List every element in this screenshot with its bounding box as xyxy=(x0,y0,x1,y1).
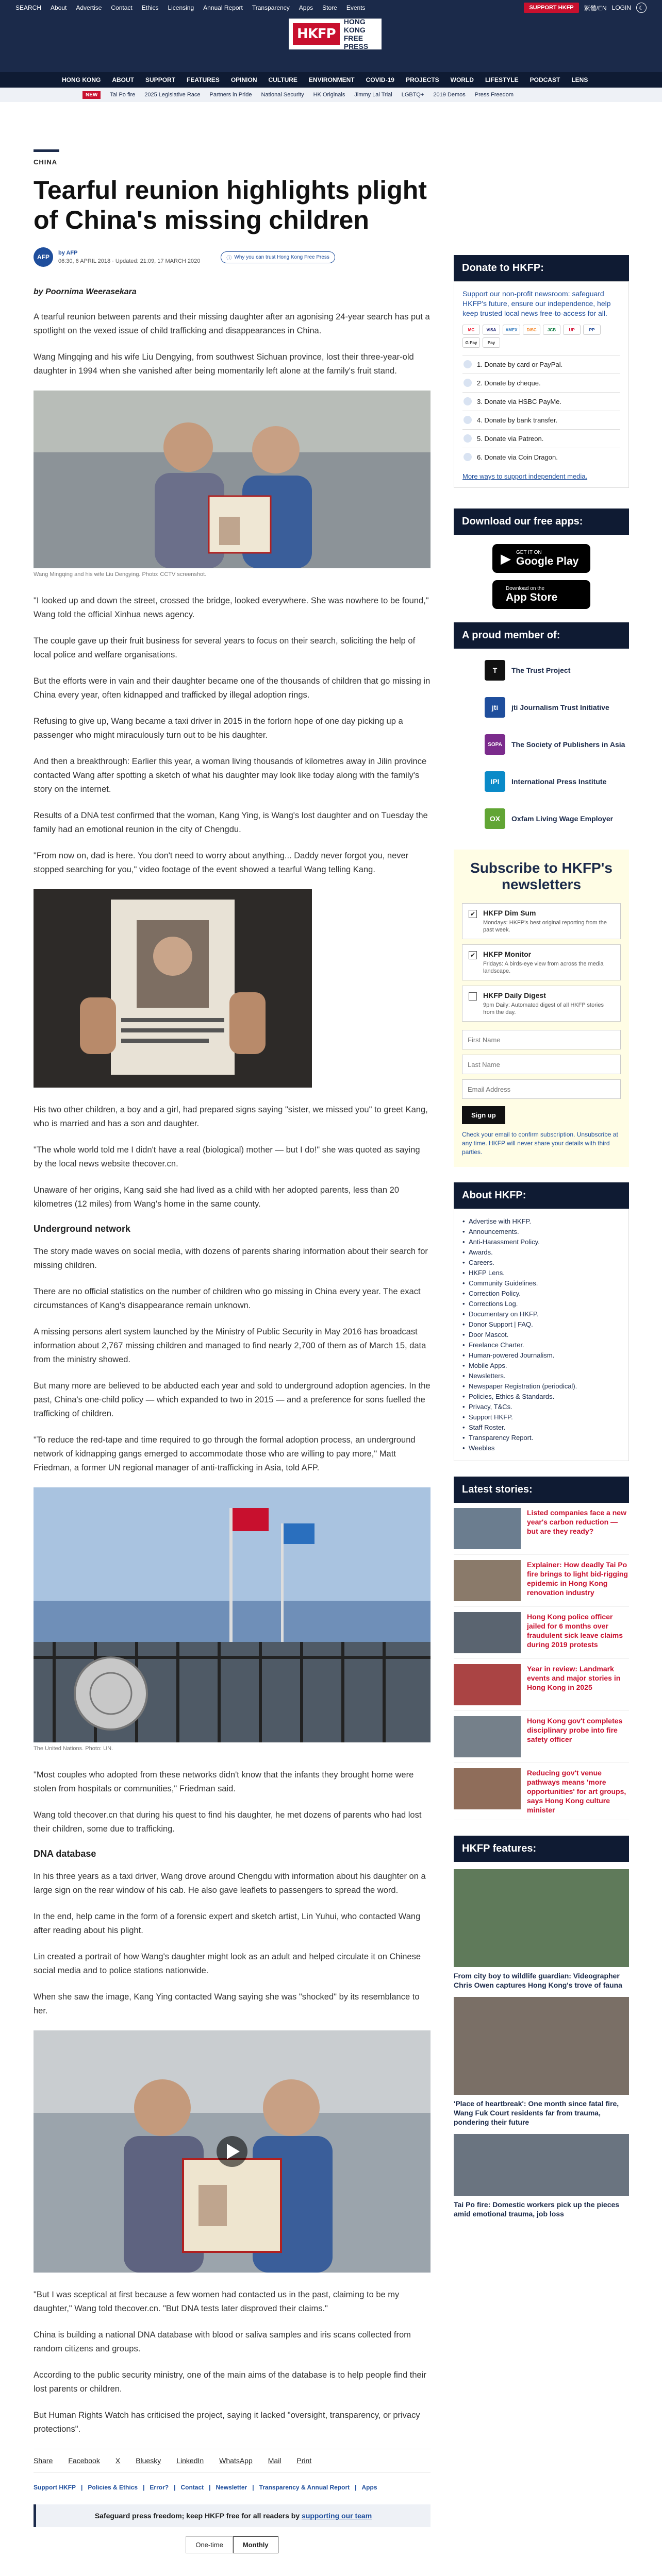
trust-project-icon: T xyxy=(485,660,505,681)
about-item[interactable]: • Correction Policy. xyxy=(462,1289,620,1299)
support-hkfp-button[interactable]: SUPPORT HKFP xyxy=(524,3,578,13)
app-store-button[interactable] xyxy=(492,580,590,609)
article-paragraph: Wang told thecover.cn that during his quest to find his daughter, he met dozens of parents who had lost their children, some due to trafficking. xyxy=(34,1810,422,1834)
new-badge: NEW xyxy=(82,91,101,99)
donate-lead[interactable]: Support our non-profit newsroom: safeguard HKFP's future, ensure our independence, help keep trusted local news free-to-access for all. xyxy=(462,290,611,317)
login-link[interactable]: LOGIN xyxy=(611,4,631,11)
donate-heading: Donate to HKFP: xyxy=(454,255,629,281)
checkbox-icon[interactable]: ✔ xyxy=(469,910,477,918)
article-paragraph: In his three years as a taxi driver, Wang drove around Chengdu with information about his daughter on a large sign on the rear window of his cab. He also gave leaflets to passengers to spread the word. xyxy=(34,1872,426,1895)
sopa-icon: SOPA xyxy=(485,734,505,755)
about-item[interactable]: • Freelance Charter. xyxy=(462,1340,620,1350)
about-item[interactable]: • HKFP Lens. xyxy=(462,1268,620,1278)
section-heading: Underground network xyxy=(34,1224,130,1234)
article-category[interactable]: CHINA xyxy=(34,158,58,166)
utility-links xyxy=(15,4,366,11)
last-name-input[interactable] xyxy=(462,1055,621,1074)
nav-item-podcast[interactable]: PODCAST xyxy=(529,76,560,83)
nav-item-features[interactable]: FEATURES xyxy=(187,76,220,83)
footer-link-error[interactable]: Error? xyxy=(150,2484,169,2491)
about-item[interactable]: • Weebles xyxy=(462,1443,620,1453)
utility-link-contact[interactable]: Contact xyxy=(111,4,133,11)
article-paragraph: "To reduce the red-tape and time required to go through the formal adoption process, an underground network of kidnapping gangs emerged to accommodate those who are willing to pay more," Matt Friedman, a former UN regional manager of anti-trafficking in Asia, told AFP. xyxy=(34,1435,416,1472)
trust-pill[interactable] xyxy=(221,251,335,263)
member-jti[interactable]: jti jti Journalism Trust Initiative xyxy=(454,689,629,726)
share-bluesky[interactable]: Bluesky xyxy=(136,2456,161,2465)
donate-option-bank[interactable]: 4. Donate by bank transfer. xyxy=(462,411,620,429)
info-icon: ⓘ xyxy=(226,255,232,261)
latest-story[interactable]: Hong Kong police officer jailed for 6 months over fraudulent sick leave claims during 2019 protests xyxy=(454,1607,629,1659)
frequency-one-time[interactable]: One-time xyxy=(186,2536,233,2553)
card-mastercard-icon: MC xyxy=(462,325,480,335)
trending-subnav xyxy=(0,88,662,102)
photo-parents-illustration xyxy=(34,391,431,568)
apps-heading: Download our free apps: xyxy=(454,509,629,535)
article-paragraph: A tearful reunion between parents and their missing daughter after an agonising 24-year search has put a spotlight on the vexed issue of child trafficking and disappearances in China. xyxy=(34,312,430,335)
about-item[interactable]: • Human-powered Journalism. xyxy=(462,1350,620,1361)
nav-item-culture[interactable]: CULTURE xyxy=(268,76,297,83)
article-video-reunion[interactable] xyxy=(34,2030,431,2273)
hkfp-logo-mark: HKFP xyxy=(293,23,340,45)
byline-source[interactable]: by AFP xyxy=(58,250,78,256)
utility-link-transparency[interactable]: Transparency xyxy=(252,4,290,11)
utility-link-store[interactable]: Store xyxy=(322,4,337,11)
newsletter-box xyxy=(454,850,629,1167)
latest-story[interactable]: Listed companies face a new year's carbon reduction — but are they ready? xyxy=(454,1503,629,1555)
share-print[interactable]: Print xyxy=(296,2456,312,2465)
article-footer-links xyxy=(34,2484,431,2491)
search-link[interactable]: SEARCH xyxy=(15,4,42,11)
subnav-item-tai-po-fire[interactable]: Tai Po fire xyxy=(110,92,136,98)
newsletter-option-daily-digest[interactable]: HKFP Daily Digest 9pm Daily: Automated digest of all HKFP stories from the day. xyxy=(462,986,621,1022)
nav-item-covid[interactable]: COVID-19 xyxy=(366,76,394,83)
card-googlepay-icon: G Pay xyxy=(462,337,480,348)
article-paragraph: But the efforts were in vain and their daughter became one of the thousands of children that go missing in China every year, often kidnapped and trafficked by illegal adoption rings. xyxy=(34,676,431,700)
utility-link-annual-report[interactable]: Annual Report xyxy=(203,4,243,11)
subnav-item-press-freedom[interactable]: Press Freedom xyxy=(474,92,514,98)
nav-item-lens[interactable]: LENS xyxy=(571,76,588,83)
donate-option-coin-dragon[interactable]: 6. Donate via Coin Dragon. xyxy=(462,448,620,466)
article-paragraph: According to the public security ministry, one of the main aims of the database is to help people find their lost parents or children. xyxy=(34,2370,426,2394)
about-item[interactable]: • Staff Roster. xyxy=(462,1422,620,1433)
footer-link-policies[interactable]: Policies & Ethics xyxy=(88,2484,138,2491)
share-linkedin[interactable]: LinkedIn xyxy=(176,2456,204,2465)
article-photo-parents xyxy=(34,391,431,568)
subnav-item-legco-race[interactable]: 2025 Legislative Race xyxy=(144,92,201,98)
about-item[interactable]: • Transparency Report. xyxy=(462,1433,620,1443)
about-item[interactable]: • Support HKFP. xyxy=(462,1412,620,1422)
article-paragraph: A missing persons alert system launched by the Ministry of Public Security in May 2016 has broadcast information about 2,767 missing children and managed to find nearly 2,700 of them as of March 15, data from the ministry showed. xyxy=(34,1327,426,1364)
feature-story[interactable]: From city boy to wildlife guardian: Videographer Chris Owen captures Hong Kong's trove of fauna xyxy=(454,1869,629,1990)
member-heading: A proud member of: xyxy=(454,622,629,649)
donation-frequency-toggle xyxy=(34,2536,431,2553)
nav-item-hong-kong[interactable]: HONG KONG xyxy=(62,76,101,83)
about-item[interactable]: • Corrections Log. xyxy=(462,1299,620,1309)
footer-link-contact[interactable]: Contact xyxy=(180,2484,204,2491)
checkbox-icon[interactable]: ✔ xyxy=(469,951,477,959)
subnav-item-jimmy-lai-trial[interactable]: Jimmy Lai Trial xyxy=(354,92,392,98)
article-paragraph: But many more are believed to be abducted each year and sold to underground adoption agencies. In the past, China's one-child policy — which expanded to two in 2015 — and a preference for sons fuelled the trafficking of children. xyxy=(34,1381,431,1418)
footer-separator: | xyxy=(143,2484,145,2491)
card-visa-icon: VISA xyxy=(483,325,500,335)
nav-item-environment[interactable]: ENVIRONMENT xyxy=(308,76,355,83)
email-input[interactable] xyxy=(462,1079,621,1099)
newsletter-option-dim-sum[interactable]: ✔ HKFP Dim Sum Mondays: HKFP's best original reporting from the past week. xyxy=(462,903,621,939)
dark-mode-icon[interactable]: ☾ xyxy=(636,3,647,13)
article-paragraph: "From now on, dad is here. You don't need to worry about anything... Daddy never forgot you, never stopped searching for you," video footage of the event showed a tearful Wang telling Kang. xyxy=(34,851,409,874)
feature-story[interactable]: 'Place of heartbreak': One month since fatal fire, Wang Fuk Court residents far from trauma, pondering their future xyxy=(454,1997,629,2127)
nav-item-about[interactable]: ABOUT xyxy=(112,76,135,83)
member-trust-project[interactable]: T The Trust Project xyxy=(454,652,629,689)
jti-icon: jti xyxy=(485,697,505,718)
utility-link-ethics[interactable]: Ethics xyxy=(141,4,159,11)
article-paragraph: Lin created a portrait of how Wang's daughter might look as an adult and helped circulate it on Chinese social media and to police stations nationwide. xyxy=(34,1952,421,1975)
article-paragraph: When she saw the image, Kang Ying contacted Wang saying she was "shocked" by its resemblance to her. xyxy=(34,1992,420,2015)
footer-link-support[interactable]: Support HKFP xyxy=(34,2484,76,2491)
nav-item-opinion[interactable]: OPINION xyxy=(230,76,257,83)
story-thumbnail xyxy=(454,1768,521,1809)
article-paragraph: China is building a national DNA database with blood or saliva samples and iris scans collected from random citizens and groups. xyxy=(34,2330,411,2353)
donate-option-card[interactable]: 1. Donate by card or PayPal. xyxy=(462,355,620,374)
payment-cards xyxy=(462,325,620,348)
article xyxy=(34,149,431,2553)
article-dates: 06:30, 6 APRIL 2018 · Updated: 21:09, 17 MARCH 2020 xyxy=(58,258,201,264)
article-photo-missing-poster xyxy=(34,889,312,1088)
feature-photo xyxy=(454,1869,629,1967)
about-item[interactable]: • Anti-Harassment Policy. xyxy=(462,1237,620,1247)
utility-actions xyxy=(524,3,647,13)
byline-meta xyxy=(58,249,200,265)
about-item[interactable]: • Mobile Apps. xyxy=(462,1361,620,1371)
about-item[interactable]: • Careers. xyxy=(462,1258,620,1268)
about-item[interactable]: • Community Guidelines. xyxy=(462,1278,620,1289)
nav-item-projects[interactable]: PROJECTS xyxy=(405,76,439,83)
share-x[interactable]: X xyxy=(115,2456,121,2465)
story-thumbnail xyxy=(454,1716,521,1757)
card-jcb-icon: JCB xyxy=(543,325,560,335)
article-paragraph: Unaware of her origins, Kang said she had lived as a child with her adopted parents, less than 20 kilometres (12 miles) from Wang's home in the same county. xyxy=(34,1185,400,1209)
article-paragraph: "But I was sceptical at first because a few women had contacted us in the past, claiming to be my daughter," Wang told thecover.cn. "But DNA tests later disproved their claims." xyxy=(34,2290,400,2313)
features-heading: HKFP features: xyxy=(454,1836,629,1862)
share-facebook[interactable]: Facebook xyxy=(68,2456,100,2465)
member-oxfam[interactable]: OX Oxfam Living Wage Employer xyxy=(454,800,629,837)
photo-un-illustration xyxy=(34,1487,431,1742)
card-paypal-icon: PP xyxy=(583,325,601,335)
footer-link-newsletter[interactable]: Newsletter xyxy=(216,2484,247,2491)
subnav-item-2019-demos[interactable]: 2019 Demos xyxy=(433,92,466,98)
newsletter-option-monitor[interactable]: ✔ HKFP Monitor Fridays: A birds-eye view from across the media landscape. xyxy=(462,944,621,980)
about-item[interactable]: • Advertise with HKFP. xyxy=(462,1216,620,1227)
support-banner-text: Safeguard press freedom; keep HKFP free for all readers by xyxy=(94,2512,302,2520)
about-item[interactable]: • Door Mascot. xyxy=(462,1330,620,1340)
subnav-item-lgbtq[interactable]: LGBTQ+ xyxy=(401,92,424,98)
article-paragraph: "Most couples who adopted from these networks didn't know that the infants they brought home were stolen from hospitals or communities," Friedman said. xyxy=(34,1770,414,1793)
story-thumbnail xyxy=(454,1560,521,1601)
story-thumbnail xyxy=(454,1508,521,1549)
about-list xyxy=(454,1209,629,1461)
frequency-monthly[interactable]: Monthly xyxy=(233,2536,278,2553)
support-banner-link[interactable]: supporting our team xyxy=(302,2512,372,2520)
section-heading: DNA database xyxy=(34,1849,96,1859)
latest-story[interactable]: Explainer: How deadly Tai Po fire brings to light bid-rigging epidemic in Hong Kong renovation industry xyxy=(454,1555,629,1607)
byline xyxy=(34,247,431,267)
article-paragraph: Wang Mingqing and his wife Liu Dengying, from southwest Sichuan province, lost their three-year-old daughter in 1994 when she vanished after being momentarily left alone at the family's fruit stand. xyxy=(34,352,414,376)
sidebar xyxy=(454,255,629,2218)
latest-list xyxy=(454,1503,629,1820)
card-applepay-icon: Pay xyxy=(483,337,500,348)
top-utility-bar xyxy=(0,0,662,15)
footer-separator: | xyxy=(355,2484,357,2491)
donate-option-cheque[interactable]: 2. Donate by cheque. xyxy=(462,374,620,392)
about-item[interactable]: • Policies, Ethics & Standards. xyxy=(462,1392,620,1402)
oxfam-icon: OX xyxy=(485,808,505,829)
footer-separator: | xyxy=(209,2484,211,2491)
language-toggle[interactable]: 繁體/EN xyxy=(584,4,607,12)
subnav-item-partners-in-pride[interactable]: Partners in Pride xyxy=(209,92,252,98)
utility-link-events[interactable]: Events xyxy=(346,4,366,11)
first-name-input[interactable] xyxy=(462,1030,621,1049)
share-whatsapp[interactable]: WhatsApp xyxy=(219,2456,253,2465)
photo-caption: The United Nations. Photo: UN. xyxy=(34,1745,113,1752)
app-store-text: Download on the App Store xyxy=(506,585,558,603)
story-thumbnail xyxy=(454,1664,521,1705)
feature-story[interactable]: Tai Po fire: Domestic workers pick up the pieces amid emotional trauma, job loss xyxy=(454,2134,629,2218)
ipi-icon: IPI xyxy=(485,771,505,792)
footer-link-apps[interactable]: Apps xyxy=(361,2484,377,2491)
main-navigation xyxy=(0,72,662,88)
latest-story[interactable]: Hong Kong gov't completes disciplinary probe into fire safety officer xyxy=(454,1711,629,1763)
subnav-item-hk-originals[interactable]: HK Originals xyxy=(313,92,345,98)
footer-separator: | xyxy=(252,2484,254,2491)
share-link[interactable]: Share xyxy=(34,2456,53,2465)
article-headline: Tearful reunion highlights plight of China's missing children xyxy=(34,176,427,234)
hkfp-logo-text: HONG KONG FREE PRESS xyxy=(343,18,369,50)
donate-box xyxy=(454,281,629,488)
newsletter-title: Subscribe to HKFP's newsletters xyxy=(470,860,613,892)
support-banner xyxy=(34,2504,431,2527)
author-avatar[interactable]: AFP xyxy=(34,247,53,267)
checkbox-icon[interactable] xyxy=(469,992,477,1001)
utility-link-licensing[interactable]: Licensing xyxy=(168,4,194,11)
footer-link-transparency[interactable]: Transparency & Annual Report xyxy=(259,2484,350,2491)
nav-item-support[interactable]: SUPPORT xyxy=(145,76,176,83)
about-item[interactable]: • Awards. xyxy=(462,1247,620,1258)
google-play-button[interactable] xyxy=(492,544,590,573)
site-logo[interactable] xyxy=(289,19,382,49)
video-still-illustration xyxy=(34,2030,431,2273)
article-paragraph: "I looked up and down the street, crossed the bridge, looked everywhere. She was nowhere to be found," Wang told the official Xinhua news agency. xyxy=(34,596,429,619)
footer-separator: | xyxy=(174,2484,176,2491)
donate-option-patreon[interactable]: 5. Donate via Patreon. xyxy=(462,429,620,448)
card-discover-icon: DISC xyxy=(523,325,540,335)
newsletter-note: Check your email to confirm subscription. Unsubscribe at any time. HKFP will never share your details with third parties. xyxy=(462,1131,618,1156)
trust-pill-label: Why you can trust Hong Kong Free Press xyxy=(234,254,329,260)
about-heading: About HKFP: xyxy=(454,1182,629,1209)
article-paragraph: His two other children, a boy and a girl, had prepared signs saying "sister, we missed you" to greet Kang, who is married and has a son and daughter. xyxy=(34,1105,428,1128)
google-play-icon: ▶ xyxy=(501,550,511,566)
donate-option-payme[interactable]: 3. Donate via HSBC PayMe. xyxy=(462,392,620,411)
google-play-text: GET IT ON Google Play xyxy=(516,549,579,567)
about-item[interactable]: • Newsletters. xyxy=(462,1371,620,1381)
about-item[interactable]: • Privacy, T&Cs. xyxy=(462,1402,620,1412)
about-item[interactable]: • Announcements. xyxy=(462,1227,620,1237)
share-mail[interactable]: Mail xyxy=(268,2456,282,2465)
card-unionpay-icon: UP xyxy=(563,325,581,335)
member-sopa[interactable]: SOPA The Society of Publishers in Asia xyxy=(454,726,629,763)
utility-link-apps[interactable]: Apps xyxy=(299,4,313,11)
newsletter-signup-button[interactable]: Sign up xyxy=(462,1106,505,1124)
about-item[interactable]: • Documentary on HKFP. xyxy=(462,1309,620,1319)
latest-story[interactable]: Reducing gov't venue pathways means 'more opportunities' for art groups, says Hong Kong culture minister xyxy=(454,1763,629,1820)
subnav-item-national-security[interactable]: National Security xyxy=(261,92,304,98)
article-photo-united-nations xyxy=(34,1487,431,1742)
member-ipi[interactable]: IPI International Press Institute xyxy=(454,763,629,800)
more-ways-link[interactable]: More ways to support independent media. xyxy=(462,472,588,480)
article-author: by Poornima Weerasekara xyxy=(34,287,137,296)
article-paragraph: There are no official statistics on the number of children who go missing in China every year. The exact circumstances of Kang's disappearance remain unknown. xyxy=(34,1287,421,1310)
photo-poster-illustration xyxy=(34,889,312,1088)
nav-item-world[interactable]: WORLD xyxy=(450,76,474,83)
article-paragraph: And then a breakthrough: Earlier this year, a woman living thousands of kilometres away in Jilin province contacted Wang after spotting a sketch of what his daughter may look like today along with the family's story on the internet. xyxy=(34,757,427,794)
category-rule xyxy=(34,149,59,152)
share-bar xyxy=(34,2449,431,2472)
about-item[interactable]: • Newspaper Registration (periodical). xyxy=(462,1381,620,1392)
utility-link-advertise[interactable]: Advertise xyxy=(76,4,102,11)
nav-item-lifestyle[interactable]: LIFESTYLE xyxy=(485,76,519,83)
utility-link-about[interactable]: About xyxy=(51,4,67,11)
story-thumbnail xyxy=(454,1612,521,1653)
feature-photo xyxy=(454,2134,629,2196)
latest-heading: Latest stories: xyxy=(454,1477,629,1503)
article-paragraph: But Human Rights Watch has criticised the project, saying it lacked "oversight, transparency, or privacy protections". xyxy=(34,2411,420,2434)
feature-photo xyxy=(454,1997,629,2095)
article-paragraph: Results of a DNA test confirmed that the woman, Kang Ying, is Wang's lost daughter and on Tuesday the family had an emotional reunion in the city of Chengdu. xyxy=(34,811,428,834)
photo-caption: Wang Mingqing and his wife Liu Dengying. Photo: CCTV screenshot. xyxy=(34,571,207,578)
article-paragraph: In the end, help came in the form of a forensic expert and sketch artist, Lin Yuhui, who contacted Wang after reading about his plight. xyxy=(34,1912,421,1935)
about-item[interactable]: • Donor Support | FAQ. xyxy=(462,1319,620,1330)
article-paragraph: The couple gave up their fruit business for several years to focus on their search, soliciting the help of local police and welfare organisations. xyxy=(34,636,416,659)
article-paragraph: The story made waves on social media, with dozens of parents sharing information about their search for missing children. xyxy=(34,1247,428,1270)
card-amex-icon: AMEX xyxy=(503,325,520,335)
article-paragraph: Refusing to give up, Wang became a taxi driver in 2015 in the forlorn hope of one day picking up a passenger who might miraculously turn out to be his daughter. xyxy=(34,717,403,740)
latest-story[interactable]: Year in review: Landmark events and major stories in Hong Kong in 2025 xyxy=(454,1659,629,1711)
footer-separator: | xyxy=(81,2484,83,2491)
article-paragraph: "The whole world told me I didn't have a real (biological) mother — but I do!" she was quoted as saying by the local news website thecover.cn. xyxy=(34,1145,420,1168)
